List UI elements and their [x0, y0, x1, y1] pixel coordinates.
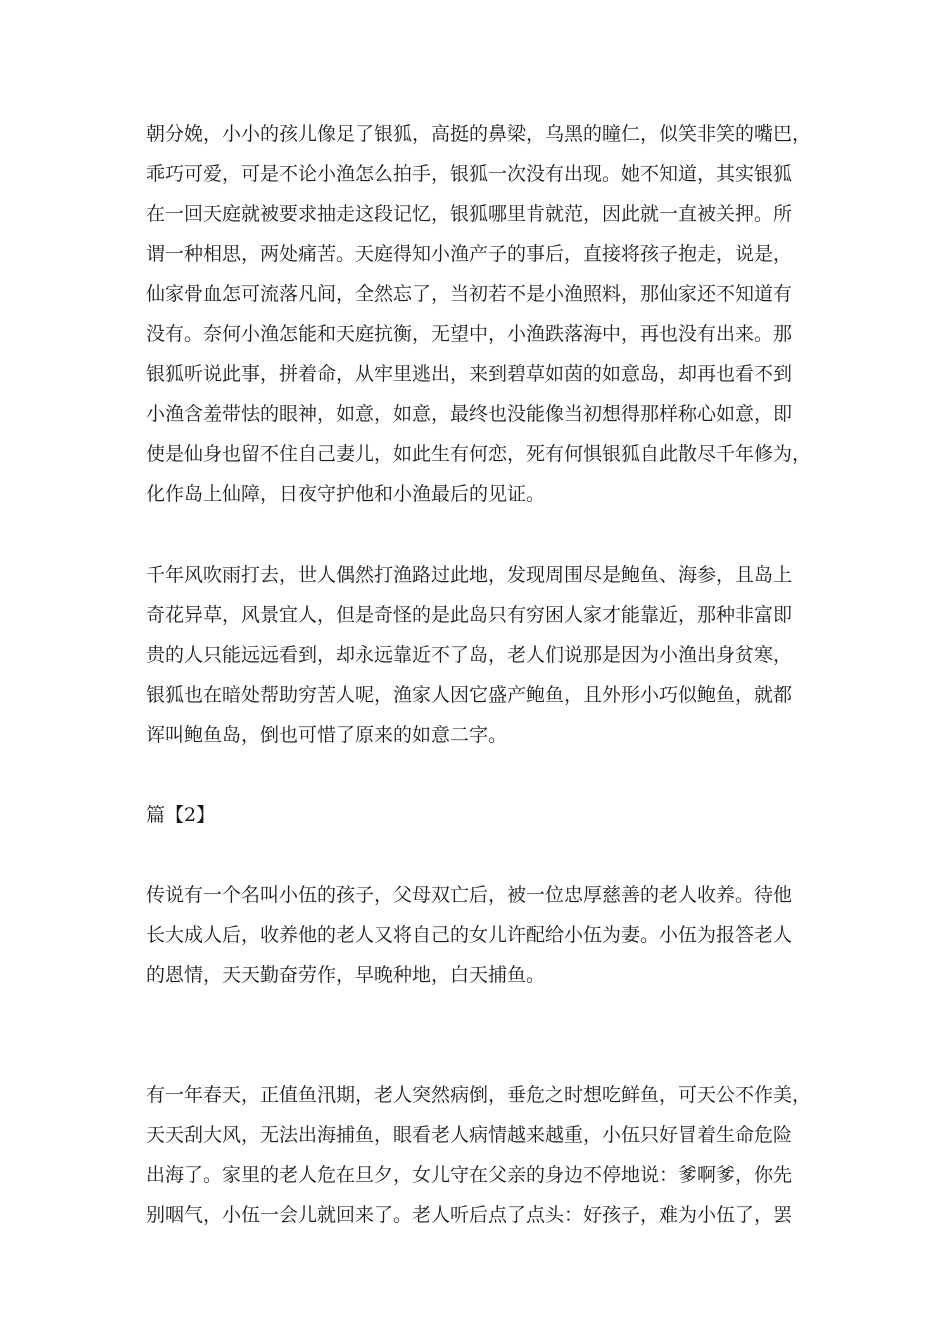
- text-line: 乖巧可爱，可是不论小渔怎么拍手，银狐一次没有出现。她不知道，其实银狐: [146, 163, 793, 185]
- text-line: 银狐也在暗处帮助穷苦人呢，渔家人因它盛产鲍鱼，且外形小巧似鲍鱼，就都: [146, 684, 793, 706]
- text-line: 小渔含羞带怯的眼神，如意，如意，最终也没能像当初想得那样称心如意，即: [146, 403, 793, 425]
- section-title: 篇【2】: [146, 804, 216, 826]
- text-line: 有一年春天，正值鱼汛期，老人突然病倒，垂危之时想吃鲜鱼，可天公不作美，: [146, 1084, 812, 1106]
- text-line: 的恩情，天天勤奋劳作，早晚种地，白天捕鱼。: [146, 964, 546, 986]
- text-line: 奇花异草，风景宜人，但是奇怪的是此岛只有穷困人家才能靠近，那种非富即: [146, 604, 793, 626]
- text-line: 长大成人后，收养他的老人又将自己的女儿许配给小伍为妻。小伍为报答老人: [146, 924, 793, 946]
- text-line: 朝分娩，小小的孩儿像足了银狐，高挺的鼻梁，乌黑的瞳仁，似笑非笑的嘴巴，: [146, 123, 812, 145]
- text-line: 千年风吹雨打去，世人偶然打渔路过此地，发现周围尽是鲍鱼、海参，且岛上: [146, 564, 793, 586]
- text-line: 诨叫鲍鱼岛，倒也可惜了原来的如意二字。: [146, 724, 508, 746]
- text-line: 天天刮大风，无法出海捕鱼，眼看老人病情越来越重，小伍只好冒着生命危险: [146, 1124, 793, 1146]
- text-line: 传说有一个名叫小伍的孩子，父母双亡后，被一位忠厚慈善的老人收养。待他: [146, 884, 793, 906]
- text-line: 谓一种相思，两处痛苦。天庭得知小渔产子的事后，直接将孩子抱走，说是，: [146, 243, 793, 265]
- text-line: 贵的人只能远远看到，却永远靠近不了岛，老人们说那是因为小渔出身贫寒，: [146, 644, 793, 666]
- text-line: 银狐听说此事，拼着命，从牢里逃出，来到碧草如茵的如意岛，却再也看不到: [146, 363, 793, 385]
- text-line: 化作岛上仙障，日夜守护他和小渔最后的见证。: [146, 483, 546, 505]
- text-line: 在一回天庭就被要求抽走这段记忆，银狐哪里肯就范，因此就一直被关押。所: [146, 203, 793, 225]
- text-line: 使是仙身也留不住自己妻儿，如此生有何恋，死有何惧银狐自此散尽千年修为，: [146, 443, 812, 465]
- text-line: 没有。奈何小渔怎能和天庭抗衡，无望中，小渔跌落海中，再也没有出来。那: [146, 323, 793, 345]
- text-line: 出海了。家里的老人危在旦夕，女儿守在父亲的身边不停地说：爹啊爹，你先: [146, 1164, 793, 1186]
- text-line: 仙家骨血怎可流落凡间，全然忘了，当初若不是小渔照料，那仙家还不知道有: [146, 283, 793, 305]
- text-line: 别咽气，小伍一会儿就回来了。老人听后点了点头：好孩子，难为小伍了，罢: [146, 1204, 793, 1226]
